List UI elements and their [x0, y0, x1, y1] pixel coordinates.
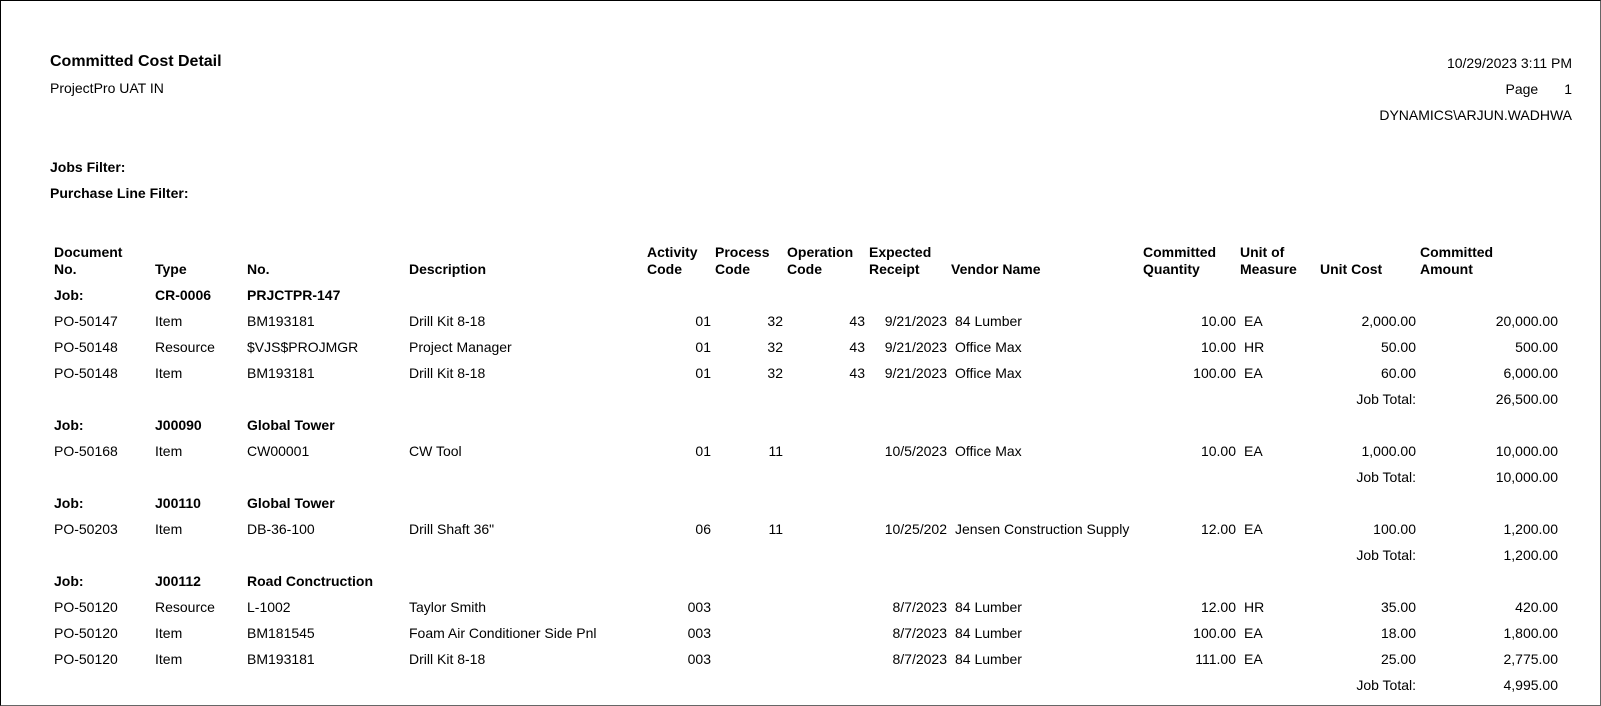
cell-activity-code: 01: [695, 365, 711, 381]
cell-vendor-name: 84 Lumber: [955, 625, 1022, 641]
report-user: DYNAMICS\ARJUN.WADHWA: [1379, 107, 1572, 123]
cell-process-code: 32: [767, 365, 783, 381]
cell-no: L-1002: [247, 599, 291, 615]
report-datetime: 10/29/2023 3:11 PM: [1446, 55, 1572, 71]
job-total-label: Job Total:: [1356, 469, 1416, 485]
job-header-row: [50, 490, 1558, 516]
cell-committed-quantity: 10.00: [1200, 313, 1236, 329]
cell-vendor-name: 84 Lumber: [955, 651, 1022, 667]
cell-operation-code: [783, 438, 865, 464]
cell-no: BM193181: [247, 313, 315, 329]
cell-unit-cost: 50.00: [1380, 339, 1416, 355]
cell-document-no: PO-50203: [54, 521, 118, 537]
job-total-label: Job Total:: [1356, 547, 1416, 563]
cell-document-no: PO-50168: [54, 443, 118, 459]
col-description: Description: [409, 261, 487, 277]
cell-vendor-name: 84 Lumber: [955, 599, 1022, 615]
cell-no: DB-36-100: [247, 521, 315, 537]
cell-process-code: 11: [768, 443, 783, 459]
cell-expected-receipt: 10/25/202: [884, 521, 947, 537]
committed-cost-table: [50, 244, 1558, 698]
company-name: ProjectPro UAT IN: [50, 80, 164, 96]
cell-unit-cost: 60.00: [1380, 365, 1416, 381]
cell-operation-code: [783, 646, 865, 672]
job-total-label: Job Total:: [1356, 391, 1416, 407]
job-total-row: [50, 542, 1558, 568]
job-name: Global Tower: [247, 495, 335, 511]
cell-committed-quantity: 12.00: [1200, 521, 1236, 537]
job-total-fill: [50, 386, 1316, 412]
cell-vendor-name: Jensen Construction Supply: [955, 521, 1130, 537]
cell-type: Item: [155, 521, 183, 537]
job-header-row: [50, 282, 1558, 308]
cell-expected-receipt: 9/21/2023: [884, 365, 947, 381]
cell-activity-code: 003: [687, 599, 711, 615]
cell-expected-receipt: 10/5/2023: [884, 443, 947, 459]
job-code: J00112: [155, 573, 201, 589]
cell-operation-code: 43: [849, 365, 865, 381]
job-label: Job:: [54, 495, 84, 511]
job-name: Global Tower: [247, 417, 335, 433]
job-total-amount: 4,995.00: [1503, 677, 1558, 693]
cell-committed-quantity: 100.00: [1193, 365, 1236, 381]
cell-expected-receipt: 9/21/2023: [884, 339, 947, 355]
cell-description: Drill Kit 8-18: [409, 365, 486, 381]
cell-unit-cost: 2,000.00: [1361, 313, 1416, 329]
cell-type: Item: [155, 651, 183, 667]
job-total-row: [50, 672, 1558, 698]
job-label: Job:: [54, 287, 84, 303]
job-total-amount: 10,000.00: [1495, 469, 1558, 485]
job-total-fill: [50, 464, 1316, 490]
cell-document-no: PO-50148: [54, 365, 118, 381]
cell-type: Item: [155, 625, 183, 641]
job-header-row: [50, 568, 1558, 594]
cell-committed-amount: 6,000.00: [1503, 365, 1558, 381]
cell-description: Taylor Smith: [409, 599, 487, 615]
col-unit-of-measure: Unit of Measure: [1240, 244, 1297, 277]
job-code: J00090: [155, 417, 202, 433]
cell-type: Resource: [155, 339, 215, 355]
cell-unit-of-measure: EA: [1244, 365, 1263, 381]
cell-description: Drill Shaft 36": [409, 521, 495, 537]
cell-unit-of-measure: EA: [1244, 651, 1263, 667]
cell-unit-cost: 35.00: [1380, 599, 1416, 615]
cell-unit-of-measure: EA: [1244, 443, 1263, 459]
cell-unit-of-measure: HR: [1244, 599, 1265, 615]
cell-operation-code: [783, 516, 865, 542]
job-total-amount: 26,500.00: [1495, 391, 1558, 407]
job-total-row: [50, 386, 1558, 412]
cell-activity-code: 01: [695, 443, 711, 459]
cell-type: Resource: [155, 599, 215, 615]
cell-process-code: [711, 646, 783, 672]
cell-activity-code: 01: [695, 313, 711, 329]
col-committed-amount: Committed Amount: [1420, 244, 1494, 277]
cell-process-code: 32: [767, 339, 783, 355]
cell-activity-code: 01: [695, 339, 711, 355]
cell-document-no: PO-50120: [54, 599, 118, 615]
cell-expected-receipt: 8/7/2023: [892, 599, 947, 615]
cell-type: Item: [155, 365, 183, 381]
cell-operation-code: [783, 620, 865, 646]
job-name: Road Conctruction: [247, 573, 373, 589]
cell-no: BM193181: [247, 365, 315, 381]
cell-document-no: PO-50148: [54, 339, 118, 355]
cell-vendor-name: Office Max: [955, 339, 1022, 355]
cell-unit-cost: 25.00: [1380, 651, 1416, 667]
job-total-row: [50, 464, 1558, 490]
page-label: Page: [1505, 81, 1539, 97]
job-header-fill: [643, 568, 1558, 594]
cell-committed-quantity: 12.00: [1200, 599, 1236, 615]
table-row: [50, 308, 1558, 334]
job-code: CR-0006: [155, 287, 212, 303]
cell-committed-quantity: 100.00: [1193, 625, 1236, 641]
cell-document-no: PO-50120: [54, 651, 118, 667]
job-label: Job:: [54, 573, 84, 589]
col-activity-code: Activity Code: [647, 244, 698, 277]
cell-committed-amount: 2,775.00: [1503, 651, 1558, 667]
cell-expected-receipt: 8/7/2023: [892, 651, 947, 667]
cell-vendor-name: 84 Lumber: [955, 313, 1022, 329]
job-total-label: Job Total:: [1356, 677, 1416, 693]
header-row: [50, 244, 1558, 282]
col-expected-receipt: Expected Receipt: [869, 244, 932, 277]
cell-committed-amount: 1,800.00: [1503, 625, 1558, 641]
cell-description: Project Manager: [409, 339, 512, 355]
col-vendor-name: Vendor Name: [951, 261, 1041, 277]
cell-unit-of-measure: EA: [1244, 313, 1263, 329]
cell-activity-code: 003: [687, 625, 711, 641]
cell-activity-code: 003: [687, 651, 711, 667]
cell-process-code: [711, 620, 783, 646]
cell-document-no: PO-50120: [54, 625, 118, 641]
cell-committed-amount: 420.00: [1515, 599, 1558, 615]
cell-committed-quantity: 10.00: [1200, 443, 1236, 459]
cell-process-code: 32: [767, 313, 783, 329]
col-operation-code: Operation Code: [787, 244, 854, 277]
col-no: No.: [247, 261, 270, 277]
job-total-fill: [50, 542, 1316, 568]
cell-type: Item: [155, 443, 183, 459]
table-row: [50, 594, 1558, 620]
cell-committed-amount: 1,200.00: [1503, 521, 1558, 537]
cell-description: Foam Air Conditioner Side Pnl: [409, 625, 597, 641]
job-label: Job:: [54, 417, 84, 433]
cell-document-no: PO-50147: [54, 313, 118, 329]
cell-type: Item: [155, 313, 183, 329]
cell-unit-of-measure: HR: [1244, 339, 1265, 355]
report-title: Committed Cost Detail: [50, 53, 222, 70]
cell-no: BM181545: [247, 625, 315, 641]
cell-operation-code: 43: [849, 313, 865, 329]
cell-unit-cost: 100.00: [1373, 521, 1416, 537]
job-code: J00110: [155, 495, 201, 511]
cell-expected-receipt: 8/7/2023: [892, 625, 947, 641]
cell-unit-of-measure: EA: [1244, 625, 1263, 641]
jobs-filter-label: Jobs Filter:: [50, 159, 126, 175]
page-number: 1: [1564, 81, 1572, 97]
table-row: [50, 516, 1558, 542]
table-row: [50, 360, 1558, 386]
cell-committed-quantity: 10.00: [1200, 339, 1236, 355]
cell-operation-code: [783, 594, 865, 620]
cell-description: Drill Kit 8-18: [409, 313, 486, 329]
table-row: [50, 646, 1558, 672]
cell-operation-code: 43: [849, 339, 865, 355]
job-total-amount: 1,200.00: [1503, 547, 1558, 563]
col-document-no: Document No.: [54, 244, 123, 277]
table-row: [50, 438, 1558, 464]
cell-no: CW00001: [247, 443, 310, 459]
col-committed-quantity: Committed Quantity: [1143, 244, 1217, 277]
table-row: [50, 334, 1558, 360]
job-header-fill: [643, 282, 1558, 308]
cell-committed-amount: 20,000.00: [1495, 313, 1558, 329]
cell-no: BM193181: [247, 651, 315, 667]
cell-vendor-name: Office Max: [955, 365, 1022, 381]
job-header-fill: [643, 412, 1558, 438]
table-row: [50, 620, 1558, 646]
cell-no: $VJS$PROJMGR: [247, 339, 359, 355]
cell-description: CW Tool: [409, 443, 462, 459]
purchase-line-filter-label: Purchase Line Filter:: [50, 185, 189, 201]
cell-committed-amount: 10,000.00: [1495, 443, 1558, 459]
cell-process-code: 11: [768, 521, 783, 537]
page-indicator: [1506, 81, 1573, 97]
job-total-fill: [50, 672, 1316, 698]
col-unit-cost: Unit Cost: [1320, 261, 1383, 277]
col-process-code: Process Code: [715, 244, 770, 277]
cell-process-code: [711, 594, 783, 620]
cell-committed-quantity: 111.00: [1195, 651, 1236, 667]
cell-activity-code: 06: [695, 521, 711, 537]
job-header-row: [50, 412, 1558, 438]
cell-unit-cost: 1,000.00: [1361, 443, 1416, 459]
cell-description: Drill Kit 8-18: [409, 651, 486, 667]
cell-expected-receipt: 9/21/2023: [884, 313, 947, 329]
cell-unit-of-measure: EA: [1244, 521, 1263, 537]
report-body: [50, 282, 1558, 698]
cell-committed-amount: 500.00: [1515, 339, 1558, 355]
cell-vendor-name: Office Max: [955, 443, 1022, 459]
job-name: PRJCTPR-147: [247, 287, 341, 303]
col-type: Type: [155, 261, 187, 277]
cell-unit-cost: 18.00: [1380, 625, 1416, 641]
job-header-fill: [643, 490, 1558, 516]
